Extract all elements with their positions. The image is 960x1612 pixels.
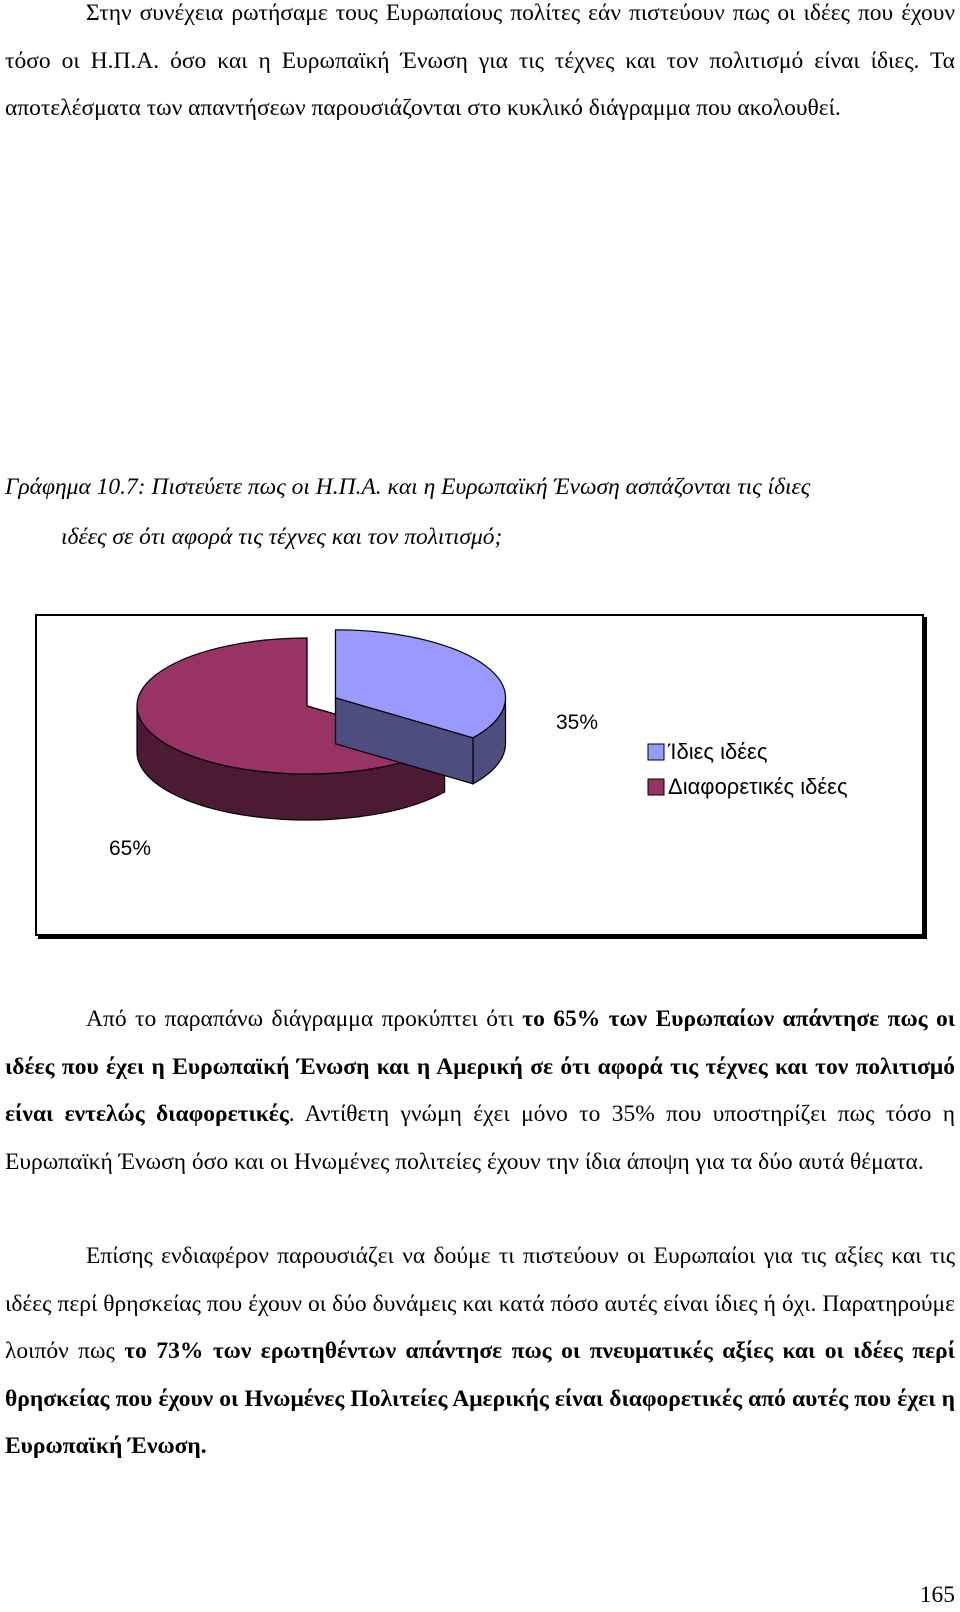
pie-label-different-ideas: 65% <box>108 837 152 860</box>
legend <box>648 739 848 799</box>
pie-label-same-ideas: 35% <box>555 711 599 734</box>
intro-text: Στην συνέχεια ρωτήσαμε τους Ευρωπαίους πολίτες εάν πιστεύουν πως οι ιδέες που έχουν τόσο οι Η.Π.Α. όσο και η Ευρωπαϊκή Ένωση για τις τέχνες και τον πολιτισμό είναι ίδιες. Τα αποτελέσματα των απαντήσεων παρουσιάζονται στο κυκλικό διάγραμμα που ακολουθεί. <box>5 0 955 121</box>
religion-text-1: Επίσης ενδιαφέρον παρουσιάζει να δούμε τι πιστεύουν οι Ευρωπαίοι για τις αξίες και τις ιδέες περί θρησκείας που έχουν οι δύο δυνάμεις και κατά πόσο αυτές είναι ίδιες ή όχι. Παρατηρούμε λοιπόν πως <box>5 1243 955 1364</box>
intro-paragraph <box>5 0 955 133</box>
legend-swatch-different-ideas <box>648 779 664 795</box>
pie-chart-frame <box>35 614 924 936</box>
legend-label-different-ideas: Διαφορετικές ιδέες <box>668 774 848 799</box>
result-paragraph <box>5 996 955 1186</box>
result-bold-text: το 65% των Ευρωπαίων απάντησε πως οι ιδέες που έχει η Ευρωπαϊκή Ένωση και η Αμερική σε ότι αφορά τις τέχνες και τον πολιτισμό είναι εντελώς διαφορετικές <box>5 1006 955 1127</box>
caption-line-1: Γράφημα 10.7: Πιστεύετε πως οι Η.Π.Α. και η Ευρωπαϊκή Ένωση ασπάζονται τις ίδιες <box>5 474 811 500</box>
page-number: 165 <box>919 1582 955 1608</box>
legend-swatch-same-ideas <box>648 744 664 760</box>
figure-caption <box>5 462 955 562</box>
pie-chart <box>37 616 922 934</box>
religion-paragraph <box>5 1233 955 1471</box>
result-text-2: . Αντίθετη γνώμη έχει μόνο το 35% που υποστηρίζει πως τόσο η Ευρωπαϊκή Ένωση όσο και οι Ηνωμένες πολιτείες έχουν την ίδια άποψη για τα δύο αυτά θέματα. <box>5 1101 955 1175</box>
religion-bold-text: το 73% των ερωτηθέντων απάντησε πως οι πνευματικές αξίες και οι ιδέες περί θρησκείας που έχουν οι Ηνωμένες Πολιτείες Αμερικής είναι διαφορετικές από αυτές που έχει η Ευρωπαϊκή Ένωση. <box>5 1338 955 1459</box>
caption-line-2: ιδέες σε ότι αφορά τις τέχνες και τον πολιτισμό; <box>61 524 503 550</box>
result-text-1: Από το παραπάνω διάγραμμα προκύπτει ότι <box>86 1006 523 1032</box>
legend-label-same-ideas: Ίδιες ιδέες <box>668 739 768 764</box>
